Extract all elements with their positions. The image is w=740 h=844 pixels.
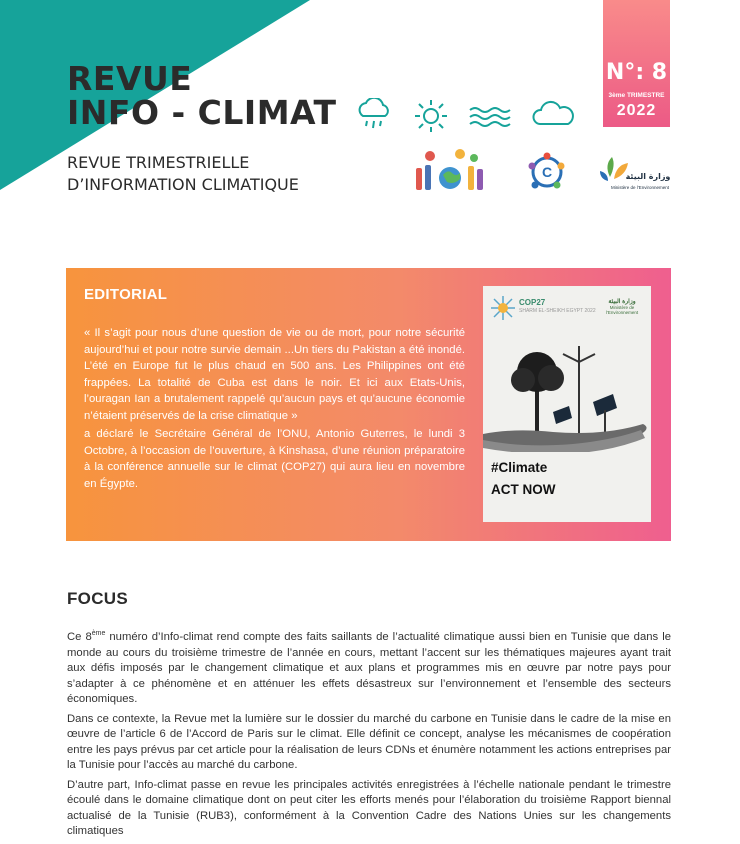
- page-title: REVUE INFO - CLIMAT: [67, 59, 337, 132]
- waves-icon: [468, 106, 514, 128]
- svg-text:C: C: [541, 164, 553, 180]
- issue-number: N°: 8: [605, 60, 668, 85]
- sun-icon: [413, 98, 449, 134]
- issue-badge: [603, 0, 670, 127]
- poster-ministry-label: وزارة البيئة Ministère de l’Environnement: [605, 299, 639, 315]
- svg-text:وزارة البيئة: وزارة البيئة: [625, 172, 671, 181]
- editorial-attribution: a déclaré le Secrétaire Général de l’ONU, Antonio Guterres, le lundi 3 Octobre, à l’occasion de l’ouverture, à Kinshasa, d’une réunion préparatoire à la conférence annuelle sur le climat (COP27) qui aura lieu en novembre en Égypte.: [84, 428, 465, 490]
- climate-circle-logo: [525, 152, 569, 192]
- hand-tree-solar-illustration: [483, 342, 651, 452]
- rain-cloud-icon: [355, 98, 393, 132]
- poster-slogan: #Climate ACT NOW: [491, 460, 556, 497]
- editorial-section: [66, 268, 671, 541]
- cloud-icon: [531, 100, 577, 128]
- editorial-heading: EDITORIAL: [84, 286, 168, 303]
- ministry-environment-logo: [600, 155, 672, 193]
- issue-year: 2022: [616, 102, 657, 119]
- focus-paragraph-2: Dans ce contexte, la Revue met la lumière sur le dossier du marché du carbone en Tunisie dans le cadre de la mise en œuvre de l’article 6 de l’Accord de Paris sur le climat. Elle définit ce concept, analyse les mécanismes de coopération entre les pays prévus par cet article pour la réalisation de leurs CDNs et énumère notamment les actions entreprises par la Tunisie pour l’accès au marché du carbone.: [67, 712, 671, 771]
- page-subtitle: REVUE TRIMESTRIELLE D’INFORMATION CLIMATIQUE: [67, 153, 299, 194]
- issue-quarter: 3ème TRIMESTRE: [608, 92, 665, 99]
- focus-paragraph-1: Ce 8ème numéro d’Info-climat rend compte des faits saillants de l’actualité climatique aussi bien en Tunisie que dans le monde au cours du troisième trimestre de l’année en cours, mettant l’accent sur les thématiques majeures ayant trait aux défis imposés par le changement climatique et aux plans et programmes mis en œuvre par notre pays pour s’adapter à ce phénomène et en atténuer les effets désastreux sur l’environnement et l’ensemble des secteurs économiques.: [67, 630, 671, 705]
- editorial-text: [84, 325, 465, 494]
- svg-text:Ministère de l’Environnement: Ministère de l’Environnement: [610, 185, 670, 190]
- cop27-label: COP27 SHARM EL-SHEIKH EGYPT 2022: [519, 298, 596, 314]
- climate-act-now-poster: [483, 286, 651, 522]
- focus-heading: FOCUS: [67, 589, 128, 608]
- focus-paragraph-3: D’autre part, Info-climat passe en revue les principales activités enregistrées à l’échelle nationale pendant le trimestre écoulé dans le domaine climatique dont on peut citer les efforts menés pour l’élaboration du troisième Rapport biennal actualisé de la Tunisie (RUB3), conformément à la Convention Cadre des Nations Unies sur les changements climatiques: [67, 778, 671, 837]
- editorial-quote: « Il s’agit pour nous d’une question de vie ou de mort, pour notre sécurité aujourd’hui et pour notre survie demain ...Un tiers du Pakistan a été inondé. L’été en Europe fut le plus chaud en 500 ans. Les Philippines ont été frappées. La totalité de Cuba est dans le noir. Et ici aux Etats-Unis, l’ouragan Ian a brutalement rappelé qu’aucun pays et qu’aucune économie n’étaient préservés de la crise climatique »: [84, 327, 465, 422]
- focus-text: [67, 630, 671, 844]
- people-earth-logo: [410, 148, 490, 194]
- cop27-emblem-icon: [489, 294, 517, 322]
